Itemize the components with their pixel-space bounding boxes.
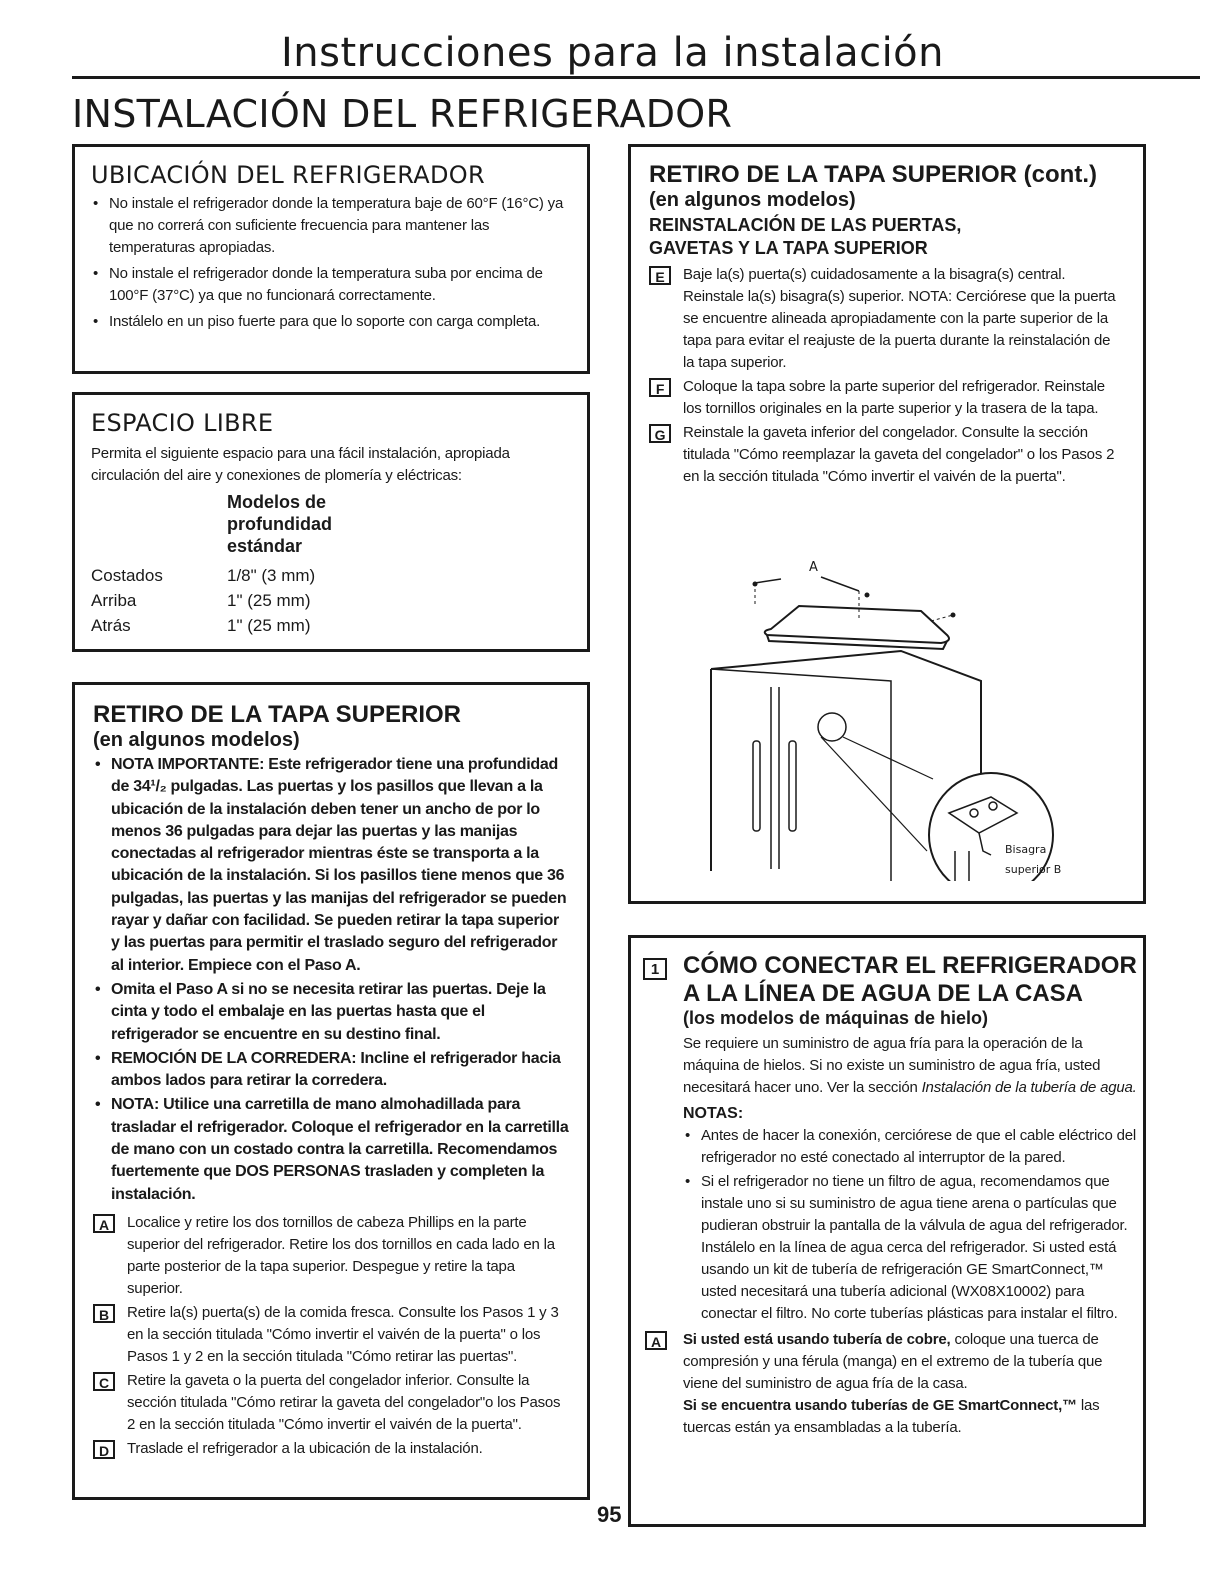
retiro-cont-heading: RETIRO DE LA TAPA SUPERIOR (cont.) <box>649 161 1097 188</box>
step-letter: C <box>93 1372 115 1391</box>
step-text: Traslade el refrigerador a la ubicación de la instalación. <box>127 1439 483 1457</box>
step-text: Baje la(s) puerta(s) cuidadosamente a la bisagra(s) central. Reinstale la(s) bisagra(s) superior. NOTA: Cerciórese que la puerta se encuentre alineada apropiadamente con la parte superior de la tapa para evitar el reajuste de la puerta durante la reinstalación de la tapa superior. <box>683 266 1116 371</box>
step-text: Retire la gaveta o la puerta del congelador inferior. Consulte la sección titulada "Cómo retirar la gaveta del congelador"o los Pasos 2 en la sección titulada "Cómo invertir el vaivén de la puerta". <box>127 1371 561 1433</box>
step-text: coloque una tuerca de compresión y una férula (manga) en el extremo de la tubería que viene del suministro de agua fría de la casa. <box>683 1331 1103 1392</box>
page-number: 95 <box>597 1502 622 1527</box>
intro-italic: Instalación de la tubería de agua. <box>921 1079 1137 1096</box>
step-letter: A <box>93 1214 115 1233</box>
step-bold-lead-2: Si se encuentra usando tuberías de GE SmartConnect,™ <box>683 1397 1077 1414</box>
step <box>649 422 1125 488</box>
clearance-label: Costados <box>91 566 163 585</box>
step <box>649 264 1125 374</box>
reinstalacion-heading: REINSTALACIÓN DE LAS PUERTAS, GAVETAS Y LA TAPA SUPERIOR <box>649 215 962 258</box>
conectar-heading-block <box>641 952 1137 1325</box>
clearance-value: 1/8" (3 mm) <box>227 566 316 585</box>
figure-label-hinge: Bisagra superior B <box>1005 843 1062 876</box>
step-bold-lead: Si usted está usando tubería de cobre, <box>683 1331 951 1348</box>
intro-text: Se requiere un suministro de agua fría para la operación de la máquina de hielos. Si no existe un suministro de agua fría, usted necesitará hacer uno. Ver la sección <box>683 1035 1101 1096</box>
step <box>93 1370 569 1436</box>
espacio-intro: Permita el siguiente espacio para una fácil instalación, apropiada circulación del aire y conexiones de plomería y eléctricas: <box>91 445 510 484</box>
list-item: • NOTA IMPORTANTE: Este refrigerador tiene una profundidad de 34¹/₂ pulgadas. Las puertas y los pasillos que llevan a la ubicación de la instalación deben tener un ancho de por lo menos 36 pulgadas para dejar las puertas y las manijas conectadas al refrigerador mientras éste se transporta a la ubicación de la instalación. Si los pasillos tiene menos que 36 pulgadas, las puertas y las manijas del refrigerador se pueden rayar y dañar con facilidad. Se pueden retirar la tapa superior y las puertas para permitir el traslado seguro del refrigerador al interior. Empiece con el Paso A. <box>93 754 569 977</box>
list-item: • No instale el refrigerador donde la temperatura baje de 60°F (16°C) ya que no correrá con suficiente frecuencia para mantener las temperaturas apropiadas. <box>91 193 571 259</box>
retiro-cont-box <box>628 144 1146 904</box>
conectar-subheading: (los modelos de máquinas de hielo) <box>683 1008 989 1028</box>
conectar-intro <box>683 1033 1137 1099</box>
clearance-table <box>91 563 571 638</box>
retiro-cont-subheading: (en algunos modelos) <box>649 189 856 211</box>
ubicacion-heading: UBICACIÓN DEL REFRIGERADOR <box>91 161 485 189</box>
step <box>93 1212 569 1300</box>
clearance-label: Arriba <box>91 591 137 610</box>
refrigerator-top-cover-illustration <box>691 551 1091 881</box>
list-item: • REMOCIÓN DE LA CORREDERA: Incline el refrigerador hacia ambos lados para retirar la corredera. <box>93 1048 569 1093</box>
list-item: • NOTA: Utilice una carretilla de mano almohadillada para trasladar el refrigerador. Coloque el refrigerador en la carretilla de mano con un costado contra la carretilla. Recomendamos fuertemente que DOS PERSONAS trasladen y completen la instalación. <box>93 1094 569 1205</box>
step-text: Retire la(s) puerta(s) de la comida fresca. Consulte los Pasos 1 y 3 en la sección titulada "Cómo invertir el vaivén de la puerta" o los Pasos 1 y 2 en la sección titulada "Cómo retirar las puertas". <box>127 1303 559 1365</box>
list-item: • Si el refrigerador no tiene un filtro de agua, recomendamos que instale uno si su suministro de agua tiene arena o partículas que pudieran obstruir la pantalla de la válvula de agua del refrigerador. Instálelo en la línea de agua cerca del refrigerador. Si usted está usando un kit de tubería de refrigeración GE SmartConnect,™ usted necesitará una tubería adicional (WX08X10002) para conectar el filtro. No corte tuberías plásticas para instalar el filtro. <box>683 1171 1137 1325</box>
clearance-value: 1" (25 mm) <box>227 591 311 610</box>
step-letter: E <box>649 266 671 285</box>
step-text: Localice y retire los dos tornillos de cabeza Phillips en la parte superior del refrigerador. Retire los dos tornillos en cada lado en la parte posterior de la tapa superior. Despegue y retire la tapa superior. <box>127 1213 555 1297</box>
list-item: • Omita el Paso A si no se necesita retirar las puertas. Deje la cinta y todo el embalaje en las puertas hasta que el refrigerador se encuentre en su destino final. <box>93 979 569 1046</box>
page-title: INSTALACIÓN DEL REFRIGERADOR <box>72 92 733 136</box>
clearance-label: Atrás <box>91 616 131 635</box>
step <box>641 1329 1137 1439</box>
retiro-steps <box>93 1212 569 1460</box>
header-rule <box>72 76 1200 79</box>
conectar-box <box>628 935 1146 1527</box>
reinstalacion-steps <box>649 264 1125 488</box>
ubicacion-box <box>72 144 590 374</box>
espacio-box <box>72 392 590 652</box>
conectar-heading-1: CÓMO CONECTAR EL REFRIGERADOR <box>683 952 1137 979</box>
step-text: Coloque la tapa sobre la parte superior del refrigerador. Reinstale los tornillos originales en la parte superior y la trasera de la tapa. <box>683 378 1105 417</box>
clearance-column-heading: Modelos de profundidad estándar <box>227 492 332 556</box>
notes-list <box>683 1125 1137 1325</box>
retiro-heading: RETIRO DE LA TAPA SUPERIOR <box>93 701 462 728</box>
step <box>93 1302 569 1368</box>
step-letter: B <box>93 1304 115 1323</box>
step <box>93 1438 569 1460</box>
espacio-heading: ESPACIO LIBRE <box>91 409 274 437</box>
section-title: Instrucciones para la instalación <box>280 30 945 76</box>
step-letter: F <box>649 378 671 397</box>
step-text-2: las tuercas están ya ensambladas a la tubería. <box>683 1397 1100 1436</box>
section-number: 1 <box>643 958 667 980</box>
figure-label-a: A <box>809 560 818 575</box>
retiro-notes <box>93 754 569 1206</box>
clearance-value: 1" (25 mm) <box>227 616 311 635</box>
retiro-subheading: (en algunos modelos) <box>93 729 300 751</box>
list-item: • No instale el refrigerador donde la temperatura suba por encima de 100°F (37°C) ya que no funcionará correctamente. <box>91 263 571 307</box>
list-item: • Instálelo en un piso fuerte para que lo soporte con carga completa. <box>91 311 571 333</box>
notes-heading: NOTAS: <box>683 1105 744 1122</box>
step-letter: G <box>649 424 671 443</box>
ubicacion-list <box>91 193 571 333</box>
conectar-heading-2: A LA LÍNEA DE AGUA DE LA CASA <box>683 980 1083 1007</box>
retiro-box <box>72 682 590 1500</box>
list-item: • Antes de hacer la conexión, cerciórese de que el cable eléctrico del refrigerador no esté conectado al interruptor de la pared. <box>683 1125 1137 1169</box>
step <box>649 376 1125 420</box>
step-letter: A <box>645 1331 667 1350</box>
step-letter: D <box>93 1440 115 1459</box>
step-text: Reinstale la gaveta inferior del congelador. Consulte la sección titulada "Cómo reemplazar la gaveta del congelador" o los Pasos 2 en la sección titulada "Cómo invertir el vaivén de la puerta". <box>683 424 1115 485</box>
